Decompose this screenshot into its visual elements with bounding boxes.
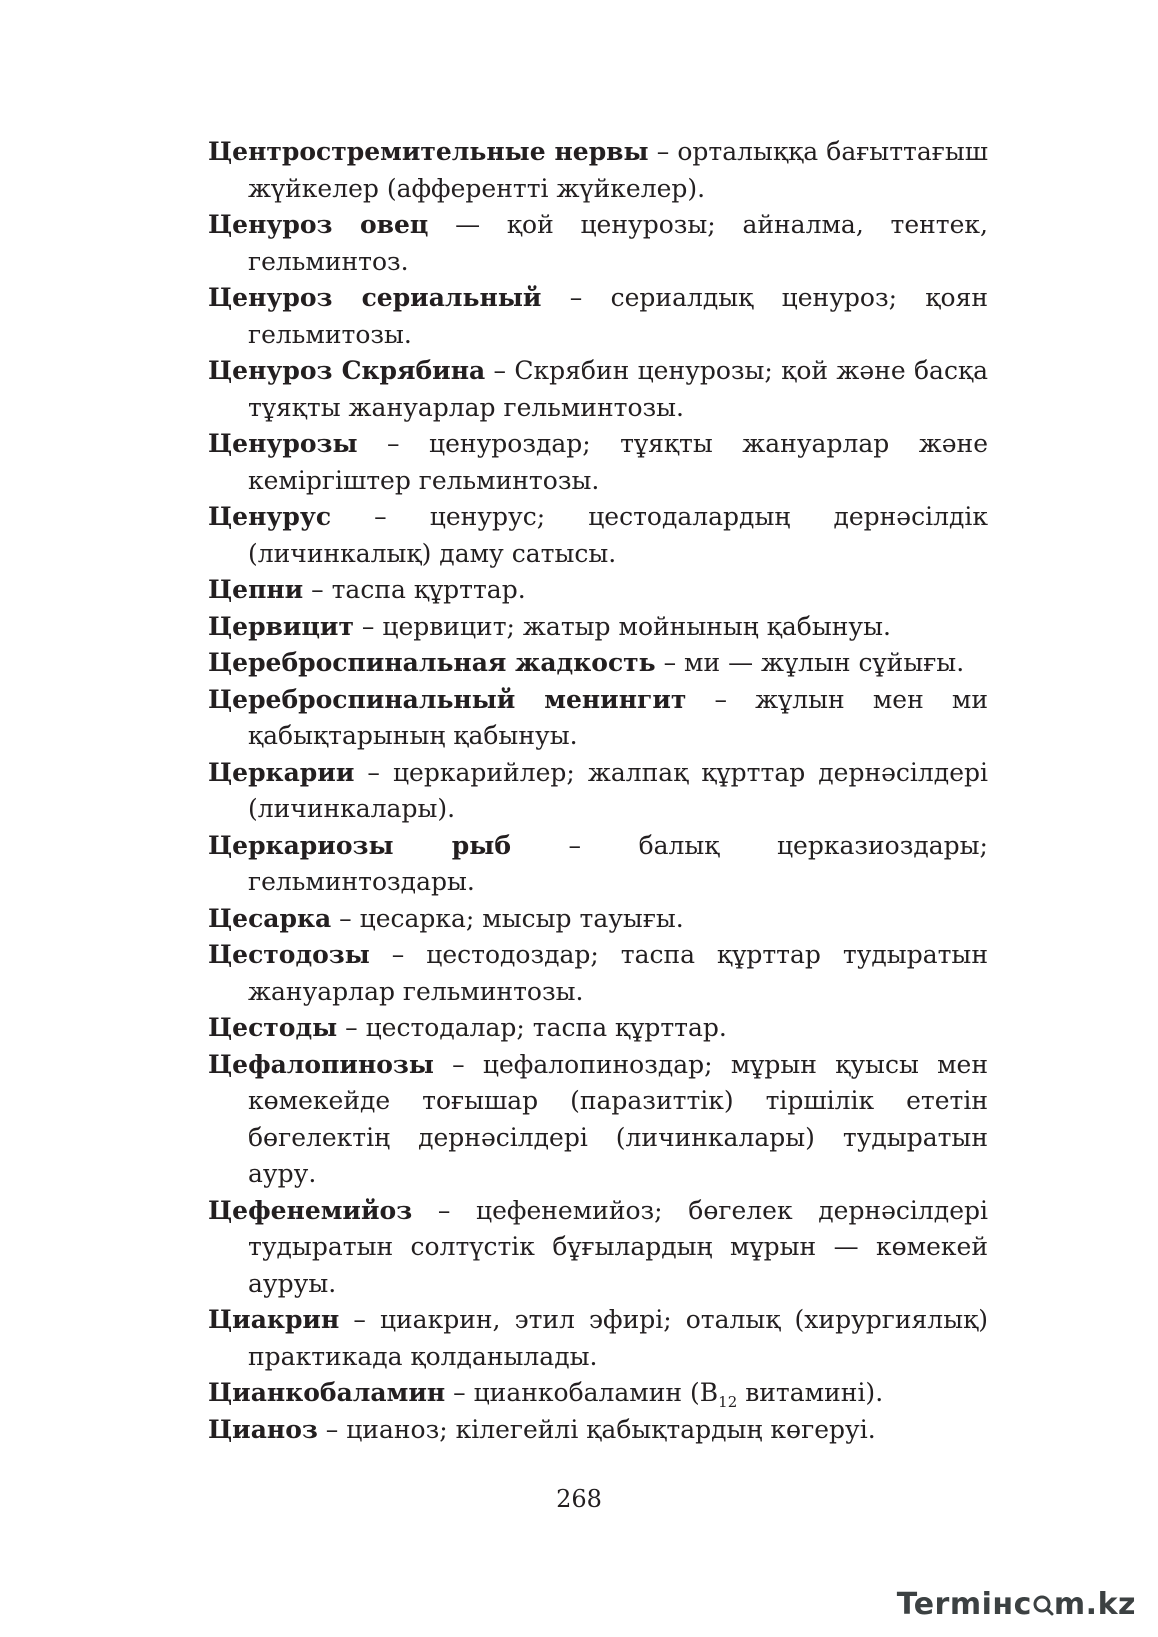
dictionary-entry (208, 353, 988, 426)
entry-term: Цестодозы (208, 940, 370, 969)
entry-definition: – цервицит; жатыр мойнының қабынуы. (353, 611, 891, 641)
entry-term: Цефенемийоз (208, 1195, 413, 1225)
entry-term: Цереброспинальная жадкость (208, 648, 656, 677)
entry-definition: – цефалопиноздар; мұрын қуысы мен көмекейде тоғышар (паразиттік) тіршілік ететін бөгелектің дернәсілдері (личинкалары) тудыратын ауру. (248, 1049, 988, 1188)
dictionary-entry (208, 280, 988, 353)
entry-term: Церкариозы рыб (208, 830, 512, 860)
entry-term: Центростремительные нервы (208, 137, 649, 166)
entry-definition: – орталыққа бағыттағыш жүйкелер (афферентті жүйкелер). (248, 137, 988, 203)
dictionary-entry (208, 134, 988, 207)
entry-term: Цереброспинальный менингит (208, 684, 687, 714)
dictionary-entry (208, 645, 988, 682)
dictionary-entry (208, 572, 988, 609)
entry-term: Ценуроз сериальный (208, 283, 542, 312)
entry-term: Цефалопинозы (208, 1049, 434, 1079)
subscript-number: 12 (718, 1393, 738, 1411)
watermark-text-start: Termінc (896, 1587, 1032, 1622)
dictionary-entry (208, 207, 988, 280)
dictionary-entry (208, 937, 988, 1010)
watermark-logo (897, 1587, 1136, 1622)
magnifier-icon (1032, 1589, 1054, 1611)
entry-term: Ценурозы (208, 429, 358, 458)
entry-definition: – цианоз; кілегейлі қабықтардың көгеруі. (317, 1414, 876, 1444)
entry-definition: – цесарка; мысыр тауығы. (331, 903, 684, 933)
entry-definition: – сериалдық ценуроз; қоян гельмитозы. (248, 283, 989, 349)
entry-term: Циакрин (208, 1305, 340, 1334)
dictionary-entry (208, 426, 988, 499)
page-number: 268 (556, 1485, 602, 1513)
entry-term: Цианкобаламин (208, 1378, 446, 1407)
entry-definition: – Скрябин ценурозы; қой және басқа тұяқты жануарлар гельминтозы. (248, 356, 988, 422)
entry-definition: – ценуроздар; тұяқты жануарлар және кеміргіштер гельминтозы. (248, 429, 988, 495)
entry-definition: – жұлын мен ми қабықтарының қабынуы. (248, 684, 988, 750)
entry-definition: – цианкобаламин (В (445, 1378, 719, 1407)
dictionary-entry (208, 1010, 988, 1047)
entry-term: Ценуроз овец (208, 210, 429, 239)
entry-term: Цепни (208, 575, 304, 604)
entry-term: Цервицит (208, 611, 354, 641)
dictionary-entry (208, 901, 988, 938)
entry-term: Ценурус (208, 502, 332, 531)
dictionary-entry (208, 755, 988, 828)
watermark-text-end: m.kz (1053, 1587, 1136, 1622)
dictionary-entry (208, 1375, 988, 1412)
entry-definition: — қой ценурозы; айналма, тентек, гельминтоз. (248, 210, 988, 276)
entry-definition: – цефенемийоз; бөгелек дернәсілдері тудыратын солтүстік бұғылардың мұрын — көмекей ауруы. (248, 1195, 988, 1298)
entry-term: Цианоз (208, 1414, 318, 1444)
entry-definition: – таспа құрттар. (303, 575, 526, 604)
entry-term: Цесарка (208, 903, 332, 933)
entry-term: Церкарии (208, 757, 355, 787)
dictionary-entry (208, 828, 988, 901)
entry-definition: – циакрин, этил эфирі; оталық (хирургиялық) практикада қолданылады. (248, 1305, 988, 1371)
entry-definition: – балық церказиоздары; гельминтоздары. (248, 830, 988, 896)
entry-definition: – цестодалар; таспа құрттар. (337, 1013, 727, 1042)
entry-term: Ценуроз Скрябина (208, 356, 486, 385)
entry-term: Цестоды (208, 1013, 338, 1042)
dictionary-entry (208, 499, 988, 572)
dictionary-entry (208, 609, 988, 646)
entry-definition: – цестодоздар; таспа құрттар тудыратын жануарлар гельминтозы. (248, 940, 988, 1006)
dictionary-entry (208, 1193, 988, 1303)
entry-definition: – ми — жұлын сұйығы. (655, 648, 965, 677)
entry-definition-end: витамині). (737, 1378, 884, 1407)
dictionary-entry (208, 682, 988, 755)
dictionary-entry (208, 1302, 988, 1375)
entry-definition: – ценурус; цестодалардың дернәсілдік (личинкалық) даму сатысы. (248, 502, 988, 568)
entry-definition: – церкарийлер; жалпақ құрттар дернәсілдері (личинкалары). (248, 757, 988, 823)
dictionary-page-body (208, 134, 988, 1448)
dictionary-entry (208, 1412, 988, 1449)
dictionary-entry (208, 1047, 988, 1193)
